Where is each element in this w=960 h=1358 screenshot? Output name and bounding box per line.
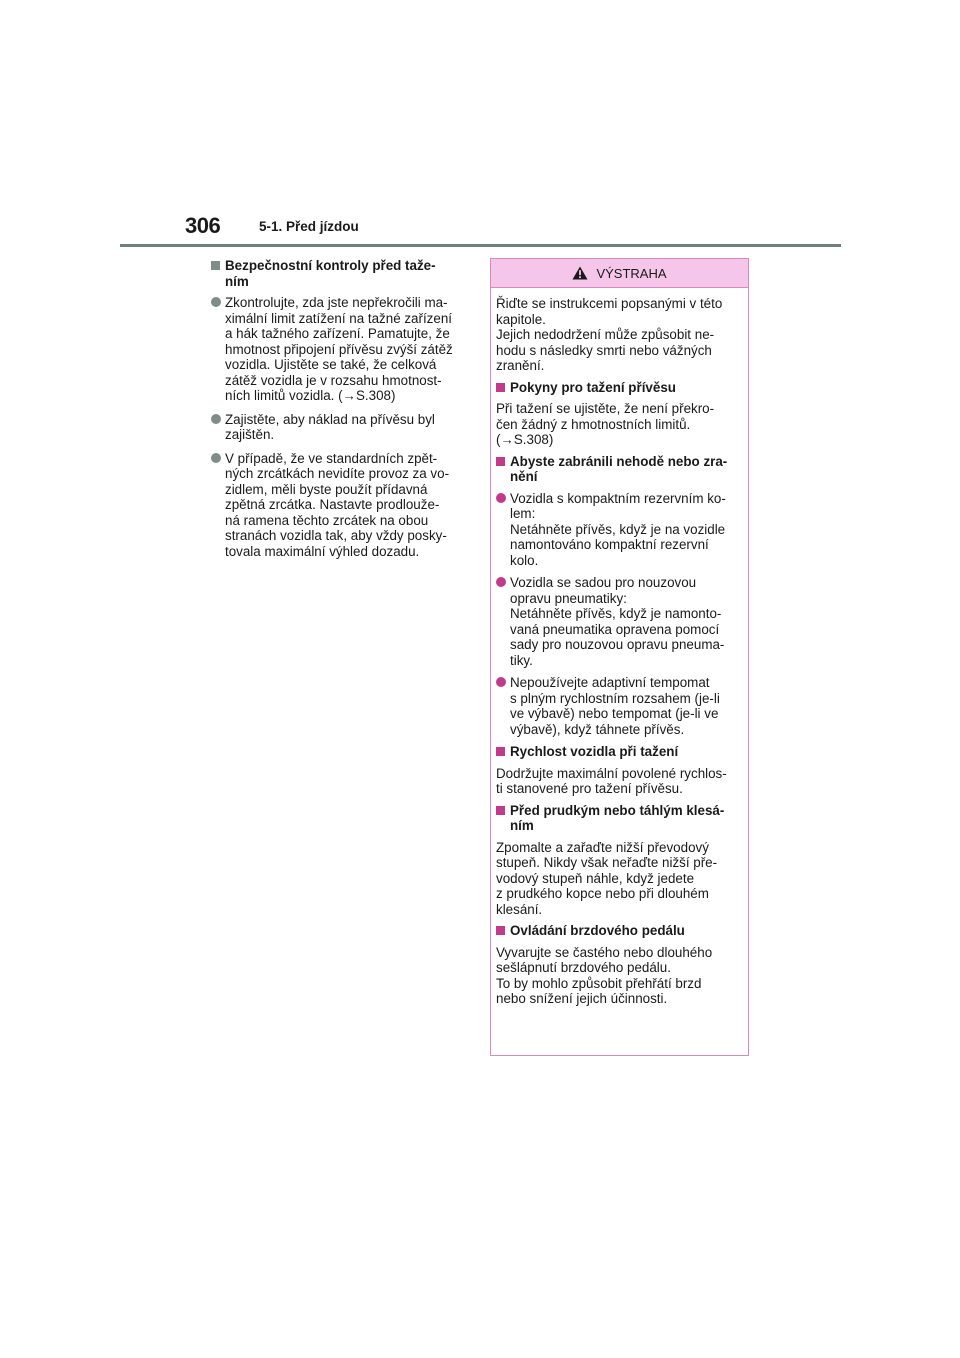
warning-body [491,288,748,1007]
text-line: opravu pneumatiky: [510,590,627,606]
text-line: klesání. [496,901,543,917]
text-line: Vozidla se sadou pro nouzovou [510,575,697,590]
heading-text [510,454,743,485]
text-line: Při tažení se ujistěte, že není překro- [496,401,715,416]
square-bullet-icon [496,383,505,392]
text-line: výbavě), když táhnete přívěs. [510,721,685,737]
text-line: Netáhněte přívěs, když je na vozidle [510,521,726,537]
text-line: zpětná zrcátka. Nastavte prodlouže- [225,497,440,512]
square-bullet-icon [496,926,505,935]
list-item-text [510,575,743,668]
warning-header [491,259,748,288]
warning-section-heading [496,454,743,485]
text-line: Nepoužívejte adaptivní tempomat [510,675,710,690]
round-bullet-icon [496,577,506,587]
text-line: Rychlost vozidla při tažení [510,744,679,759]
square-bullet-icon [496,457,505,466]
text-line: ve výbavě) nebo tempomat (je-li ve [510,706,719,721]
text-line: tovala maximální výhled dozadu. [225,543,420,559]
text-line: z prudkého kopce nebo při dlouhém [496,886,709,901]
list-item-text [225,412,467,443]
list-item-text [225,295,467,404]
text-line: zátěž vozidla je v rozsahu hmotnost- [225,372,442,388]
text-line: Vyvarujte se častého nebo dlouhého [496,944,713,960]
chapter-title: 5-1. Před jízdou [259,219,359,234]
warning-title: VÝSTRAHA [596,265,667,281]
list-item [496,675,743,737]
text-line: hmotnost připojení přívěsu zvýší zátěž [225,341,453,357]
text-line: zranění. [496,358,545,373]
text-line: sešlápnutí brzdového pedálu. [496,960,671,975]
warning-section-text [496,840,743,918]
warning-section-text [496,766,743,797]
text-line: V případě, že ve standardních zpět- [225,450,438,466]
text-line: ximální limit zatížení na tažné zařízení [225,310,452,326]
list-item-text [510,491,743,569]
round-bullet-icon [496,493,506,503]
section-heading [211,258,467,289]
text-line: kolo. [510,552,539,568]
text-line: čen žádný z hmotnostních limitů. [496,416,691,432]
list-item-text [510,675,743,737]
warning-section-heading [496,923,743,939]
text-line: hodu s následky smrti nebo vážných [496,342,712,358]
text-line: ti stanovené pro tažení přívěsu. [496,781,683,796]
text-line: Jejich nedodržení může způsobit ne- [496,327,715,342]
square-bullet-icon [496,747,505,756]
text-line: Abyste zabránili nehodě nebo zra- [510,453,728,469]
text-line: Řiďte se instrukcemi popsanými v této [496,296,723,311]
header-rule [120,244,841,247]
warning-intro [496,296,743,374]
text-line: tiky. [510,652,533,668]
text-line: Bezpečnostní kontroly před taže- [225,258,436,273]
text-line: a hák tažného zařízení. Pamatujte, že [225,326,450,341]
round-bullet-icon [211,414,221,424]
text-line: ných zrcátkách nevidíte provoz za vo- [225,466,450,481]
warning-box [490,258,749,1056]
round-bullet-icon [211,453,221,463]
text-line: Vozidla s kompaktním rezervním ko- [510,490,726,506]
warning-section-heading [496,744,743,760]
text-line: (→S.308) [496,432,554,447]
round-bullet-icon [496,677,506,687]
heading-text [510,380,743,396]
text-line: Zkontrolujte, zda jste nepřekročili ma- [225,295,448,310]
list-item [496,575,743,668]
text-line: ním [510,818,534,833]
text-line: To by mohlo způsobit přehřátí brzd [496,975,702,991]
list-item [211,295,467,404]
heading-text [510,803,743,834]
warning-section-heading [496,803,743,834]
text-line: zidlem, měli byste použít přídavná [225,481,428,497]
list-item-text [225,451,467,560]
text-line: ním [225,273,249,289]
text-line: sady pro nouzovou opravu pneuma- [510,637,725,652]
text-line: Netáhněte přívěs, když je namonto- [510,606,722,621]
text-line: stranách vozidla tak, aby vždy posky- [225,528,447,543]
round-bullet-icon [211,297,221,307]
warning-section-text [496,401,743,448]
square-bullet-icon [211,261,220,270]
text-line: vaná pneumatika opravena pomocí [510,621,720,637]
list-item [211,412,467,443]
list-item [211,451,467,560]
heading-text [225,258,467,289]
text-line: Ovládání brzdového pedálu [510,923,685,938]
text-line: nění [510,469,538,484]
page-number: 306 [185,213,221,238]
text-line: vozidla. Ujistěte se také, že celková [225,357,437,372]
text-line: s plným rychlostním rozsahem (je-li [510,690,720,706]
text-line: lem: [510,506,536,521]
text-line: Zajistěte, aby náklad na přívěsu byl [225,411,435,427]
text-line: Dodržujte maximální povolené rychlos- [496,765,727,781]
text-line: nebo snížení jejich účinnosti. [496,991,668,1006]
text-line: stupeň. Nikdy však neřaďte nižší pře- [496,855,718,870]
list-item [496,491,743,569]
warning-section-text [496,945,743,1007]
heading-text [510,923,743,939]
text-line: zajištěn. [225,427,275,442]
text-line: ních limitů vozidla. (→S.308) [225,388,396,403]
text-line: ná ramena těchto zrcátek na obou [225,512,429,528]
text-line: kapitole. [496,311,546,327]
text-line: vodový stupeň náhle, když jedete [496,870,695,886]
text-line: Pokyny pro tažení přívěsu [510,379,676,395]
text-line: namontováno kompaktní rezervní [510,537,709,552]
warning-triangle-icon [572,266,588,280]
warning-section-heading [496,380,743,396]
text-line: Zpomalte a zařaďte nižší převodový [496,839,709,855]
square-bullet-icon [496,806,505,815]
heading-text [510,744,743,760]
text-line: Před prudkým nebo táhlým klesá- [510,802,725,818]
left-column [211,258,467,567]
